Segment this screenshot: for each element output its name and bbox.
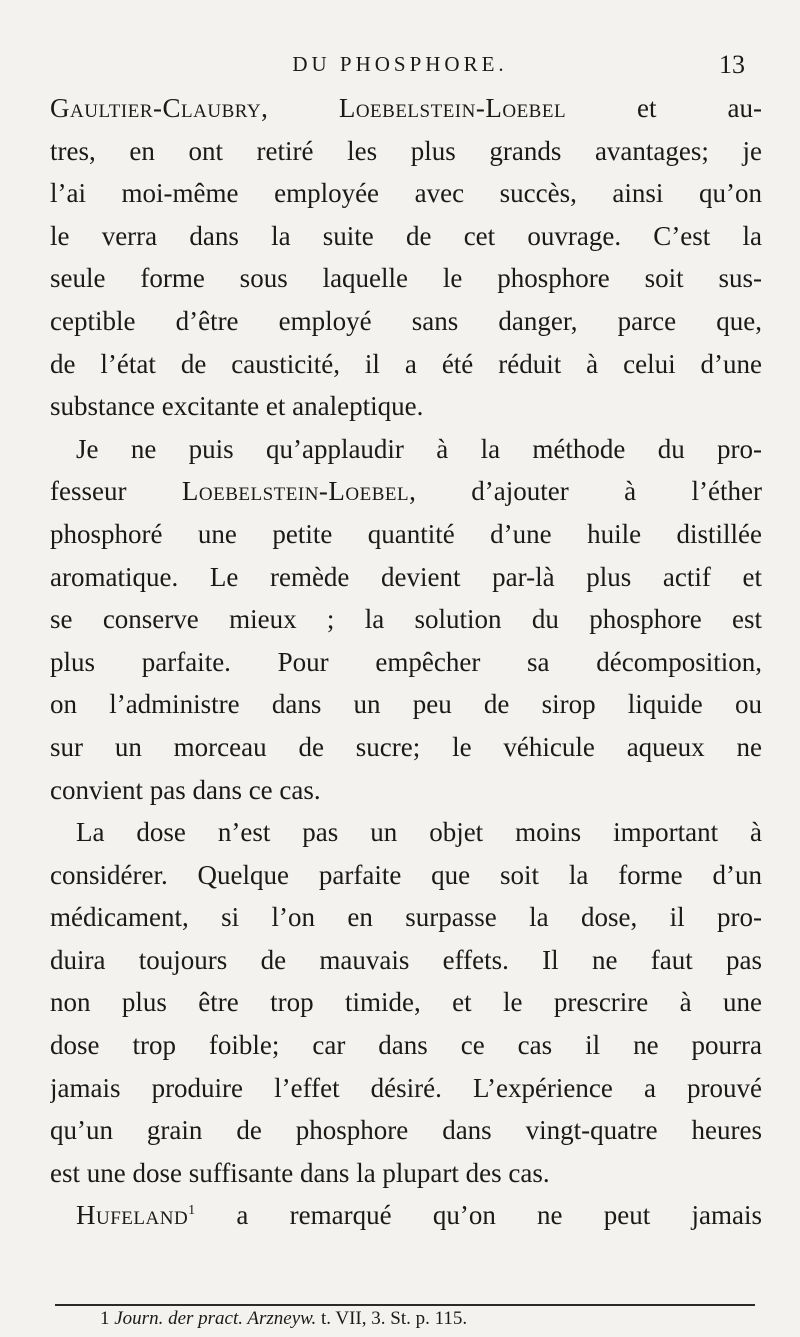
body-text (50, 87, 762, 1237)
text-line (50, 470, 762, 513)
text-segment: La dose n’est pas un objet moins important à (76, 817, 762, 848)
text-segment: seule forme sous laquelle le phosphore soit sus- (50, 263, 762, 294)
text-line (50, 130, 762, 173)
text-line (50, 1024, 762, 1067)
text-segment: sur un morceau de sucre; le véhicule aqueux ne (50, 731, 762, 762)
text-segment: plus parfaite. Pour empêcher sa décomposition, (50, 646, 762, 677)
text-line (50, 1152, 762, 1195)
text-line (50, 1194, 762, 1237)
footnote-number: 1 (100, 1308, 110, 1329)
text-segment: convient pas dans ce cas. (50, 774, 321, 805)
text-segment: duira toujours de mauvais effets. Il ne faut pas (50, 944, 762, 975)
text-line (50, 513, 762, 556)
text-segment: , (261, 93, 339, 123)
text-line (50, 343, 762, 386)
text-line (50, 1109, 762, 1152)
text-segment: tres, en ont retiré les plus grands avantages; je (50, 135, 762, 166)
footnote-marker: 1 (188, 1203, 196, 1219)
text-line (50, 87, 762, 130)
author-name: Gaultier-Claubry (50, 93, 262, 123)
text-line (50, 300, 762, 343)
text-line (50, 598, 762, 641)
text-segment: dose trop foible; car dans ce cas il ne pourra (50, 1030, 762, 1061)
text-segment: substance excitante et analeptique. (50, 391, 424, 422)
footnote-source: Journ. der pract. Arzneyw. (114, 1308, 317, 1329)
text-segment: phosphoré une petite quantité d’une huile distillée (50, 518, 762, 549)
text-segment: a remarqué qu’on ne peut jamais (195, 1200, 762, 1231)
text-line (50, 981, 762, 1024)
text-segment: qu’un grain de phosphore dans vingt-quatre heures (50, 1115, 762, 1146)
text-line (50, 769, 762, 812)
text-line (50, 641, 762, 684)
running-head: DU PHOSPHORE. (292, 52, 508, 76)
text-line (50, 726, 762, 769)
text-line (50, 172, 762, 215)
footnote-rule (55, 1304, 755, 1306)
author-name: Loebelstein-Loebel (181, 476, 410, 507)
text-line (50, 428, 762, 471)
text-segment: médicament, si l’on en surpasse la dose, il pro- (50, 902, 762, 933)
page-header (0, 52, 800, 92)
text-line (50, 939, 762, 982)
text-segment: le verra dans la suite de cet ouvrage. C’est la (50, 220, 762, 251)
text-line (50, 556, 762, 599)
text-segment: fesseur (50, 476, 182, 507)
text-segment: on l’administre dans un peu de sirop liquide ou (50, 689, 762, 720)
text-segment: , d’ajouter à l’éther (409, 476, 762, 507)
text-segment: se conserve mieux ; la solution du phosphore est (50, 604, 762, 635)
text-segment: est une dose suffisante dans la plupart des cas. (50, 1157, 550, 1188)
text-segment: jamais produire l’effet désiré. L’expérience a prouvé (50, 1072, 762, 1103)
text-line (50, 385, 762, 428)
page-number: 13 (719, 50, 745, 79)
text-line (50, 683, 762, 726)
text-line (50, 896, 762, 939)
text-segment: et au- (566, 93, 762, 123)
author-name: Hufeland (76, 1200, 189, 1231)
text-line (50, 257, 762, 300)
text-segment: aromatique. Le remède devient par-là plus actif et (50, 561, 762, 592)
text-line (50, 1067, 762, 1110)
text-segment: Je ne puis qu’applaudir à la méthode du pro- (76, 433, 762, 464)
text-segment: considérer. Quelque parfaite que soit la forme d’un (50, 859, 762, 890)
text-line (50, 215, 762, 258)
text-segment: non plus être trop timide, et le prescrire à une (50, 987, 762, 1018)
author-name: Loebelstein-Loebel (338, 93, 567, 123)
footnote (100, 1308, 760, 1330)
text-line (50, 811, 762, 854)
text-segment: l’ai moi-même employée avec succès, ainsi qu’on (50, 178, 762, 209)
text-line (50, 854, 762, 897)
text-segment: ceptible d’être employé sans danger, parce que, (50, 305, 762, 336)
text-segment: de l’état de causticité, il a été réduit à celui d’une (50, 348, 762, 379)
footnote-reference: t. VII, 3. St. p. 115. (316, 1308, 468, 1329)
